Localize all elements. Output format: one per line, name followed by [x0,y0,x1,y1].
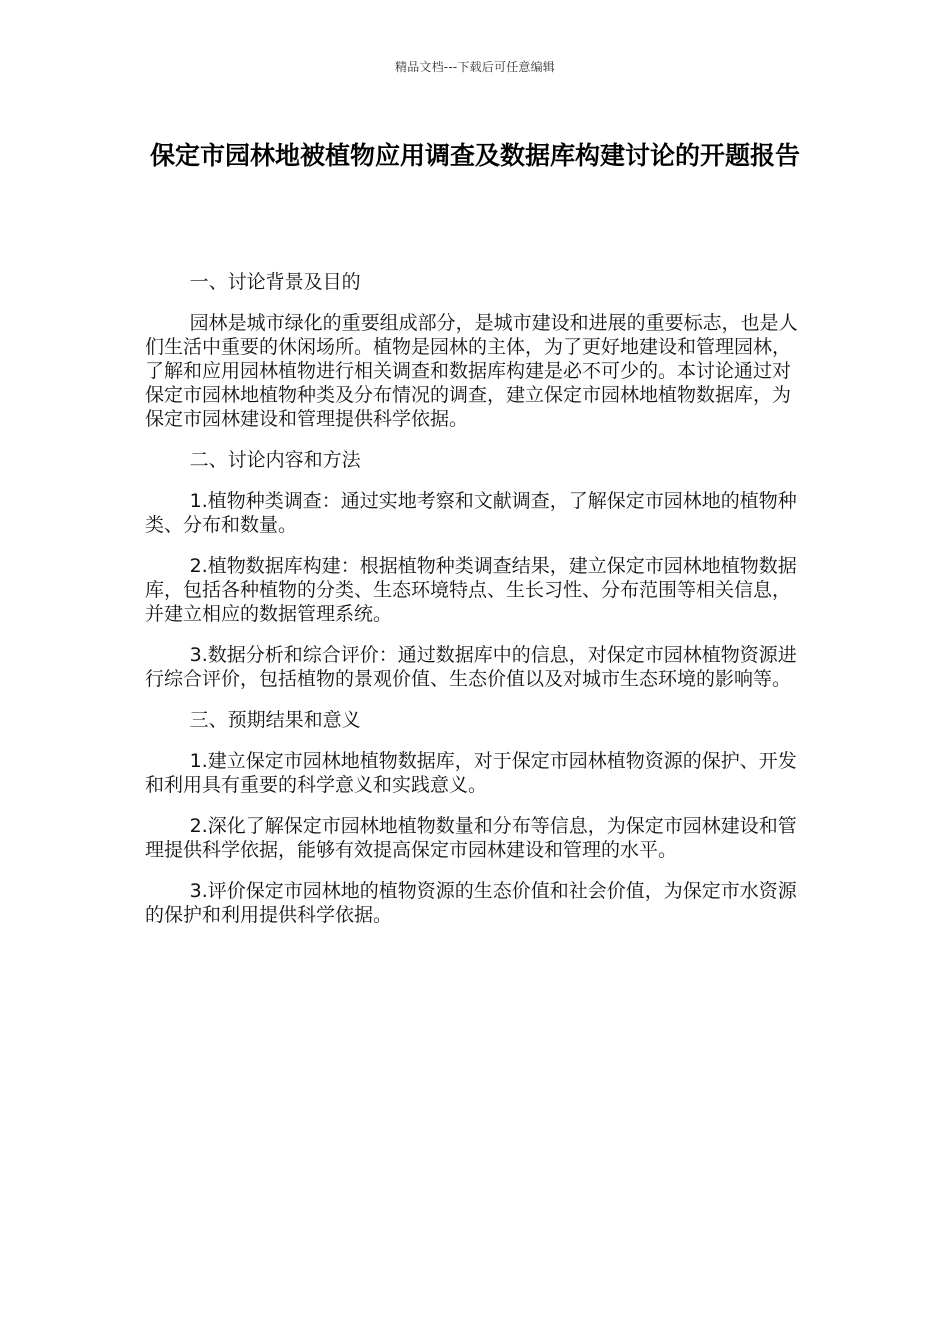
header-note: 精品文档---下载后可任意编辑 [395,60,555,74]
body-paragraph: 1.植物种类调查：通过实地考察和文献调查，了解保定市园林地的植物种类、分布和数量。 [145,490,797,536]
body-paragraph: 2.深化了解保定市园林地植物数量和分布等信息，为保定市园林建设和管理提供科学依据，能够有效提高保定市园林建设和管理的水平。 [145,815,797,861]
body-paragraph: 3.数据分析和综合评价：通过数据库中的信息，对保定市园林植物资源进行综合评价，包括植物的景观价值、生态价值以及对城市生态环境的影响等。 [145,644,797,690]
body-paragraph: 3.评价保定市园林地的植物资源的生态价值和社会价值，为保定市水资源的保护和利用提供科学依据。 [145,880,797,926]
body-paragraph: 2.植物数据库构建：根据植物种类调查结果，建立保定市园林地植物数据库，包括各种植物的分类、生态环境特点、生长习性、分布范围等相关信息，并建立相应的数据管理系统。 [145,555,797,625]
document-body [145,270,805,944]
body-paragraph: 1.建立保定市园林地植物数据库，对于保定市园林植物资源的保护、开发和利用具有重要的科学意义和实践意义。 [145,750,797,796]
section-heading: 一、讨论背景及目的 [189,271,361,293]
document-title: 保定市园林地被植物应用调查及数据库构建讨论的开题报告 [149,141,800,170]
body-paragraph: 园林是城市绿化的重要组成部分，是城市建设和进展的重要标志，也是人们生活中重要的休闲场所。植物是园林的主体，为了更好地建设和管理园林，了解和应用园林植物进行相关调查和数据库构建是必不可少的。本讨论通过对保定市园林地植物种类及分布情况的调查，建立保定市园林地植物数据库，为保定市园林建设和管理提供科学依据。 [145,312,798,430]
section-heading: 三、预期结果和意义 [189,709,361,731]
section-heading: 二、讨论内容和方法 [189,449,361,471]
